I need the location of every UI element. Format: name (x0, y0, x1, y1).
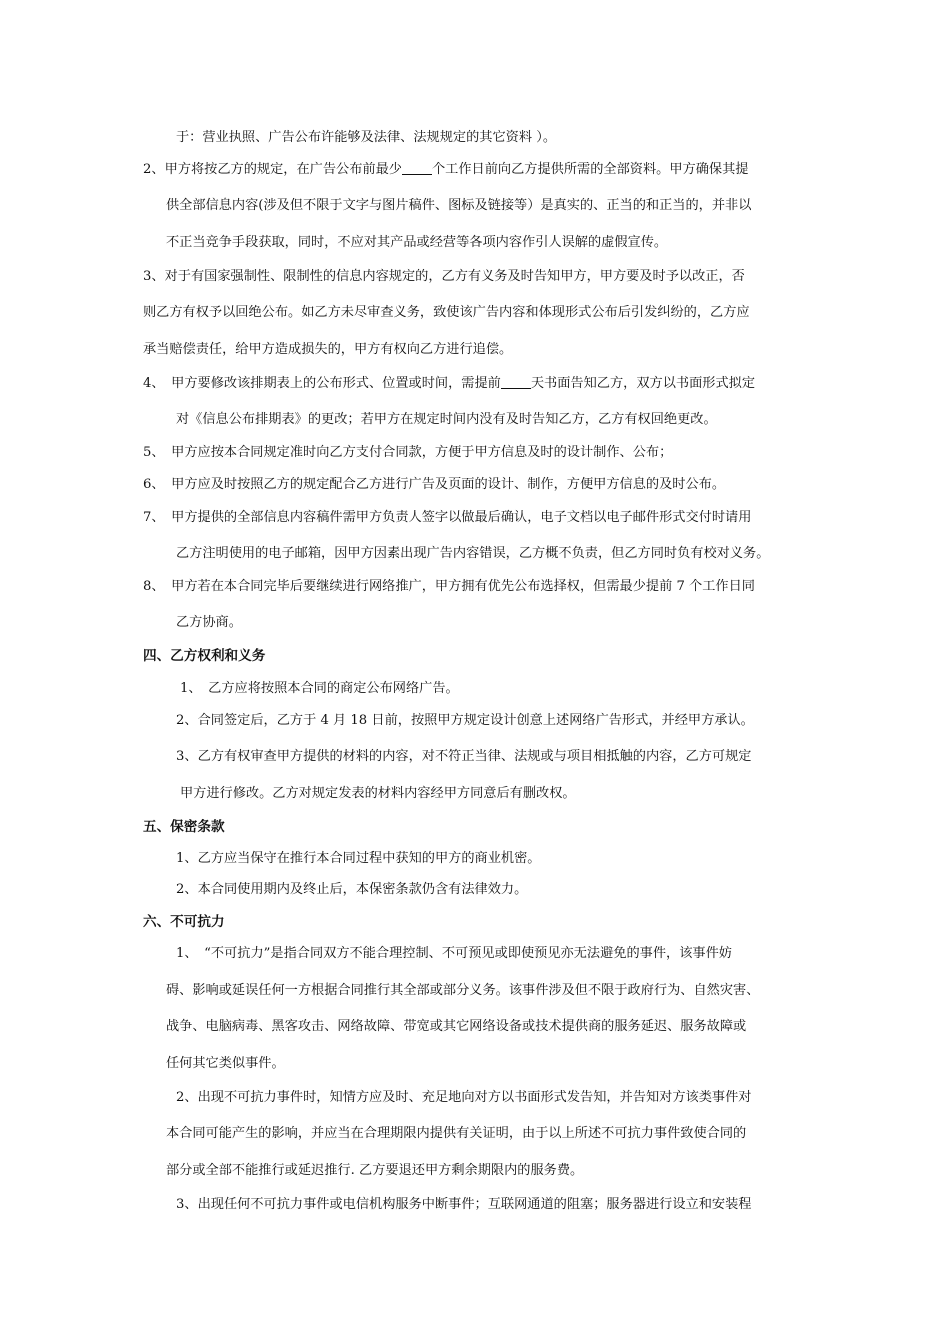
section-heading: 六、不可抗力 (143, 914, 225, 930)
paragraph-line: 1、 “不可抗力”是指合同双方不能合理控制、不可预见或即使预见亦无法避免的事件，该事件妨 (176, 946, 732, 961)
paragraph-line: 甲方进行修改。乙方对规定发表的材料内容经甲方同意后有删改权。 (180, 786, 576, 801)
paragraph-line: 任何其它类似事件。 (166, 1056, 285, 1071)
paragraph-line: 3、对于有国家强制性、限制性的信息内容规定的，乙方有义务及时告知甲方，甲方要及时予以改正，否 (143, 269, 745, 284)
paragraph-line: 7、 甲方提供的全部信息内容稿件需甲方负责人签字以做最后确认，电子文档以电子邮件形式交付时请用 (143, 510, 752, 525)
paragraph-line: 1、 乙方应将按照本合同的商定公布网络广告。 (180, 681, 459, 696)
paragraph-line: 战争、电脑病毒、黑客攻击、网络故障、带宽或其它网络设备或技术提供商的服务延迟、服务故障或 (166, 1019, 747, 1034)
paragraph-line: 碍、影响或延误任何一方根据合同推行其全部或部分义务。该事件涉及但不限于政府行为、自然灾害、 (166, 983, 760, 998)
paragraph-line: 4、 甲方要修改该排期表上的公布形式、位置或时间，需提前 天书面告知乙方，双方以书面形式拟定 (143, 376, 756, 391)
blank-underline (402, 162, 432, 175)
paragraph-line: 3、出现任何不可抗力事件或电信机构服务中断事件；互联网通道的阻塞；服务器进行设立和安装程 (176, 1197, 752, 1212)
paragraph-line: 5、 甲方应按本合同规定准时向乙方支付合同款，方便于甲方信息及时的设计制作、公布； (143, 445, 673, 460)
paragraph-line: 本合同可能产生的影响，并应当在合理期限内提供有关证明，由于以上所述不可抗力事件致使合同的 (166, 1126, 747, 1141)
paragraph-line: 2、出现不可抗力事件时，知情方应及时、充足地向对方以书面形式发告知，并告知对方该类事件对 (176, 1090, 752, 1105)
paragraph-line: 则乙方有权予以回绝公布。如乙方未尽审查义务，致使该广告内容和体现形式公布后引发纠纷的，乙方应 (143, 305, 750, 320)
paragraph-line: 乙方注明使用的电子邮箱，因甲方因素出现广告内容错误，乙方概不负责，但乙方同时负有校对义务。 (176, 546, 770, 561)
paragraph-line: 承当赔偿责任，给甲方造成损失的，甲方有权向乙方进行追偿。 (143, 342, 513, 357)
section-heading: 四、乙方权利和义务 (143, 648, 266, 664)
paragraph-line: 1、乙方应当保守在推行本合同过程中获知的甲方的商业机密。 (176, 851, 541, 866)
blank-underline (501, 376, 531, 389)
paragraph-line: 2、甲方将按乙方的规定，在广告公布前最少 个工作日前向乙方提供所需的全部资料。甲方确保其提 (143, 162, 749, 177)
paragraph-line: 供全部信息内容(涉及但不限于文字与图片稿件、图标及链接等）是真实的、正当的和正当的，并非以 (166, 198, 752, 213)
section-heading: 五、保密条款 (143, 819, 225, 835)
paragraph-line: 部分或全部不能推行或延迟推行. 乙方要退还甲方剩余期限内的服务费。 (166, 1163, 584, 1178)
paragraph-line: 8、 甲方若在本合同完毕后要继续进行网络推广，甲方拥有优先公布选择权，但需最少提前 7 个工作日同 (143, 579, 755, 594)
paragraph-line: 2、合同签定后，乙方于 4 月 18 日前，按照甲方规定设计创意上述网络广告形式，并经甲方承认。 (176, 713, 754, 728)
paragraph-line: 2、本合同使用期内及终止后，本保密条款仍含有法律效力。 (176, 882, 528, 897)
paragraph-line: 6、 甲方应及时按照乙方的规定配合乙方进行广告及页面的设计、制作，方便甲方信息的及时公布。 (143, 477, 726, 492)
paragraph-line: 不正当竞争手段获取，同时，不应对其产品或经营等各项内容作引人误解的虚假宣传。 (166, 235, 668, 250)
paragraph-line: 于：营业执照、广告公布许能够及法律、法规规定的其它资料 ）。 (176, 130, 557, 145)
paragraph-line: 乙方协商。 (176, 615, 242, 630)
paragraph-line: 对《信息公布排期表》的更改；若甲方在规定时间内没有及时告知乙方，乙方有权回绝更改。 (176, 412, 717, 427)
paragraph-line: 3、乙方有权审查甲方提供的材料的内容，对不符正当律、法规或与项目相抵触的内容，乙方可规定 (176, 749, 752, 764)
